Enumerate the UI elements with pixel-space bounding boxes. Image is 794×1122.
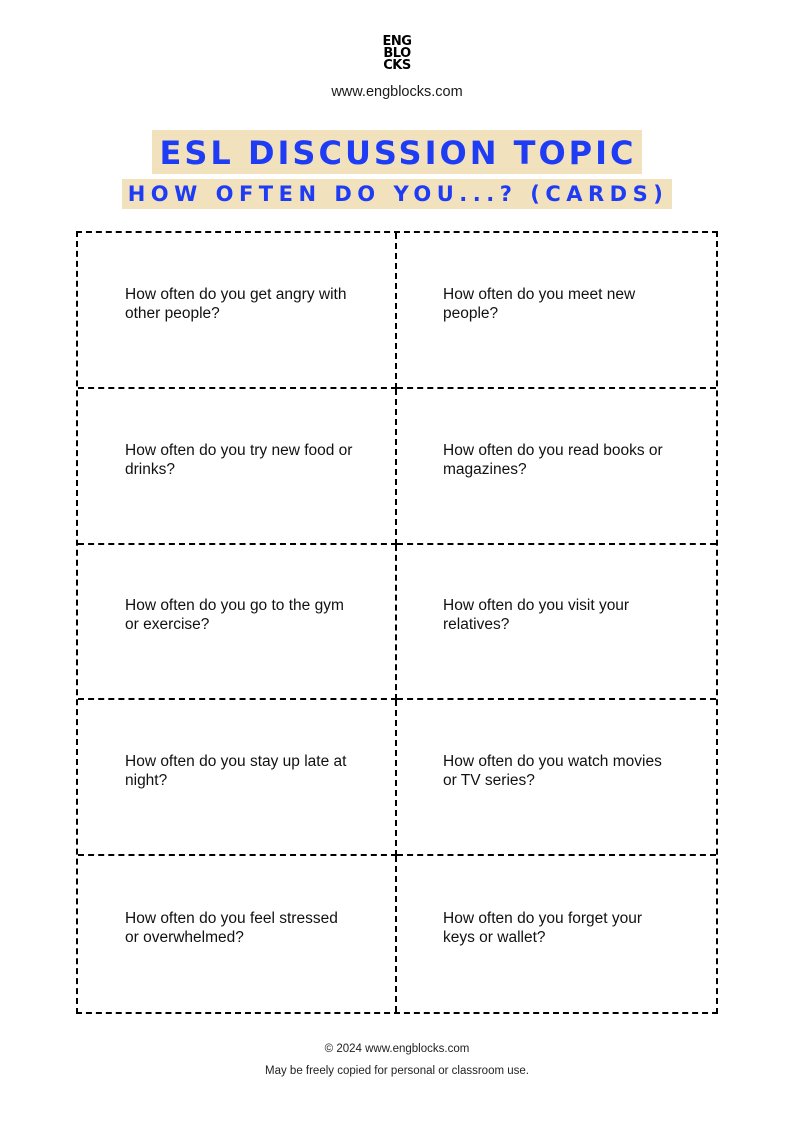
footer-copyright: © 2024 www.engblocks.com bbox=[324, 1043, 470, 1055]
logo-line: BLO bbox=[383, 46, 411, 61]
card-question: How often do you get angry with other people? bbox=[125, 285, 347, 322]
footer-note: May be freely copied for personal or classroom use. bbox=[265, 1065, 529, 1077]
discussion-card bbox=[78, 233, 397, 389]
discussion-card bbox=[397, 856, 716, 1012]
discussion-card bbox=[78, 389, 397, 545]
card-question: How often do you watch movies or TV series? bbox=[443, 753, 662, 790]
card-question: How often do you stay up late at night? bbox=[125, 753, 347, 790]
card-question: How often do you try new food or drinks? bbox=[125, 441, 353, 478]
card-question: How often do you meet new people? bbox=[443, 285, 636, 322]
discussion-card bbox=[397, 233, 716, 389]
site-url: www.engblocks.com bbox=[331, 84, 463, 100]
logo-line: CKS bbox=[383, 58, 411, 73]
title-wrap bbox=[0, 130, 794, 174]
discussion-card bbox=[78, 700, 397, 856]
engblocks-logo bbox=[0, 36, 794, 72]
discussion-cards-grid bbox=[76, 231, 718, 1014]
discussion-card bbox=[397, 700, 716, 856]
discussion-card bbox=[397, 545, 716, 701]
card-question: How often do you go to the gym or exercise? bbox=[125, 597, 344, 634]
page-subtitle: HOW OFTEN DO YOU...? (CARDS) bbox=[122, 179, 673, 209]
card-question: How often do you forget your keys or wallet? bbox=[443, 910, 643, 947]
logo-line: ENG bbox=[382, 34, 412, 49]
subtitle-wrap bbox=[0, 179, 794, 209]
discussion-card bbox=[78, 545, 397, 701]
card-question: How often do you read books or magazines? bbox=[443, 441, 663, 478]
discussion-card bbox=[397, 389, 716, 545]
card-question: How often do you visit your relatives? bbox=[443, 597, 630, 634]
card-question: How often do you feel stressed or overwhelmed? bbox=[125, 910, 338, 947]
page-title: ESL DISCUSSION TOPIC bbox=[152, 130, 643, 174]
discussion-card bbox=[78, 856, 397, 1012]
